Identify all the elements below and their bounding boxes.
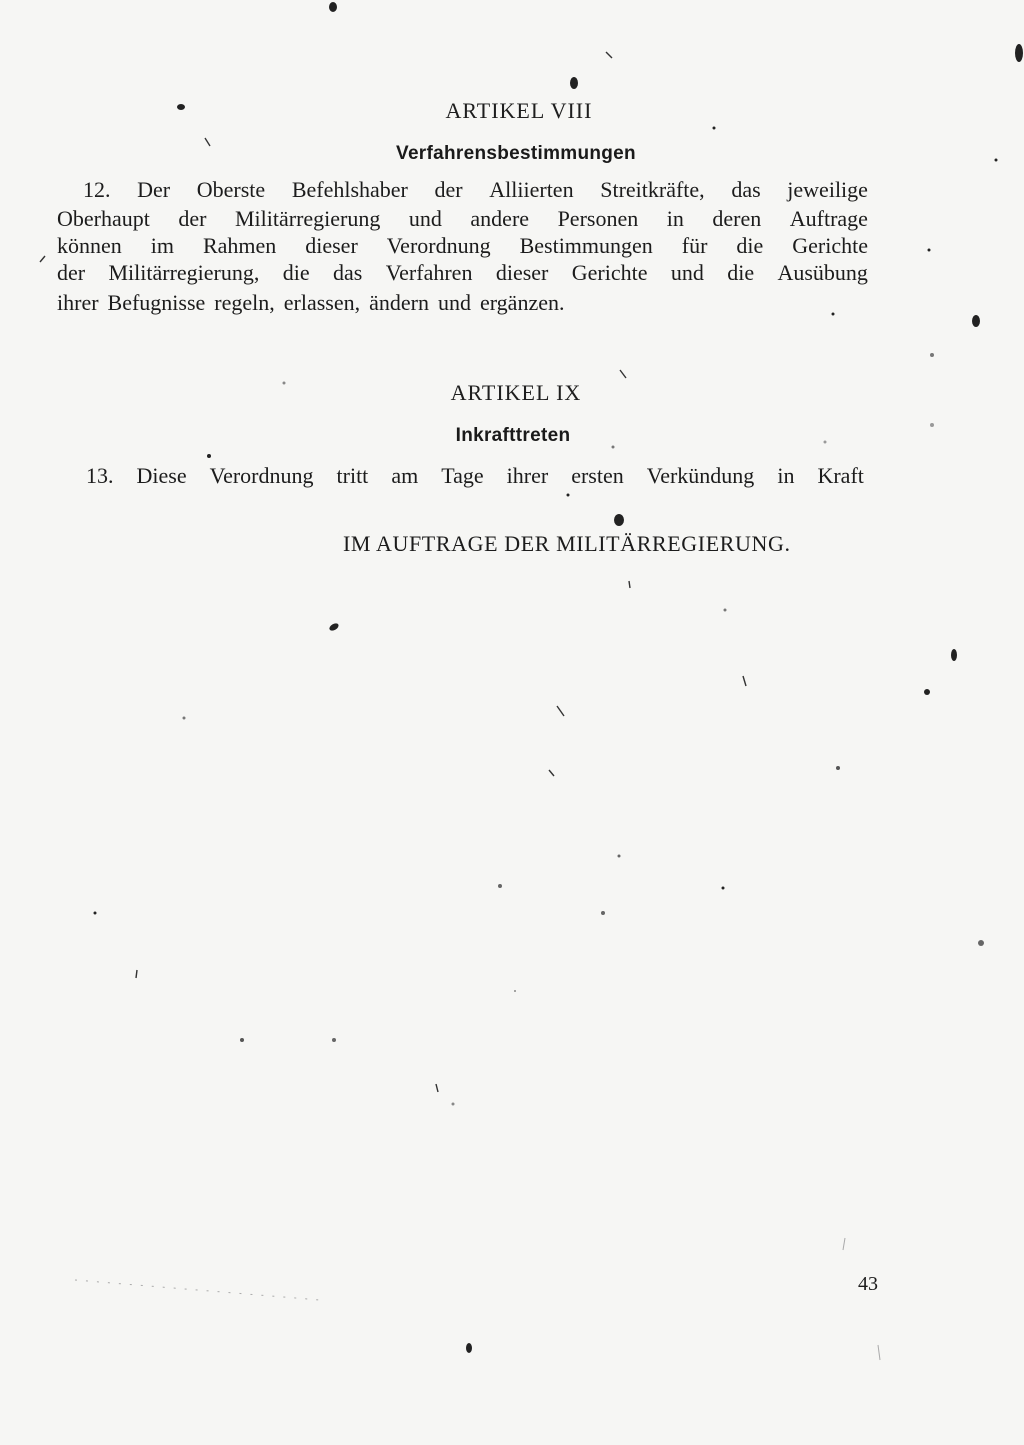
word: Verkündung: [646, 463, 755, 488]
word: die: [727, 260, 755, 285]
word: Militärregierung,: [108, 260, 260, 285]
word: Auftrage: [789, 206, 868, 231]
word: und: [408, 206, 442, 231]
article-8-line: [57, 259, 868, 287]
article-8-heading: ARTIKEL VIII: [445, 98, 593, 123]
article-9-title: Inkrafttreten: [455, 425, 571, 446]
word: tritt: [336, 463, 369, 488]
word: ändern: [369, 290, 429, 315]
word: das: [731, 177, 761, 202]
word: jeweilige: [787, 177, 868, 202]
word: ersten: [571, 463, 624, 488]
word: der: [434, 177, 463, 202]
word: 12.: [83, 177, 111, 202]
signature-line: IM AUFTRAGE DER MILITÄRREGIERUNG.: [343, 531, 791, 556]
word: andere: [470, 206, 530, 231]
word: der: [178, 206, 207, 231]
word: die: [736, 233, 764, 258]
article-8-line: [57, 205, 868, 233]
word: Verordnung: [209, 463, 314, 488]
word: Personen: [557, 206, 639, 231]
word: ergänzen.: [479, 290, 565, 315]
word: Rahmen: [202, 233, 277, 258]
article-8-line: [83, 176, 868, 204]
word: Oberste: [196, 177, 266, 202]
word: Alliierten: [489, 177, 574, 202]
word: 13.: [86, 463, 114, 488]
word: Militärregierung: [234, 206, 381, 231]
word: Gerichte: [571, 260, 648, 285]
word: für: [681, 233, 708, 258]
word: der: [57, 260, 86, 285]
word: Tage: [441, 463, 484, 488]
word: ihrer: [57, 290, 99, 315]
word: Streitkräfte,: [600, 177, 705, 202]
article-9-heading: ARTIKEL IX: [450, 380, 582, 405]
word: Kraft: [817, 463, 864, 488]
word: regeln,: [214, 290, 275, 315]
word: können: [57, 233, 122, 258]
page-number: 43: [858, 1273, 878, 1295]
word: in: [666, 206, 684, 231]
word: Bestimmungen: [519, 233, 653, 258]
word: und: [437, 290, 471, 315]
word: ihrer: [506, 463, 549, 488]
word: Der: [137, 177, 171, 202]
word: dieser: [495, 260, 549, 285]
word: das: [333, 260, 363, 285]
word: deren: [712, 206, 762, 231]
word: Gerichte: [792, 233, 868, 258]
word: die: [282, 260, 310, 285]
word: Diese: [136, 463, 187, 488]
word: in: [777, 463, 795, 488]
article-8-title: Verfahrensbestimmungen: [396, 143, 636, 164]
word: Befehlshaber: [291, 177, 408, 202]
word: Ausübung: [777, 260, 868, 285]
article-8-line: [57, 289, 677, 317]
word: im: [150, 233, 174, 258]
word: am: [391, 463, 419, 488]
word: dieser: [305, 233, 358, 258]
word: Befugnisse: [107, 290, 206, 315]
article-9-line: [86, 462, 864, 490]
word: Verordnung: [386, 233, 491, 258]
word: Oberhaupt: [57, 206, 150, 231]
article-8-line: [57, 232, 868, 260]
word: und: [670, 260, 704, 285]
word: Verfahren: [385, 260, 473, 285]
word: erlassen,: [283, 290, 361, 315]
